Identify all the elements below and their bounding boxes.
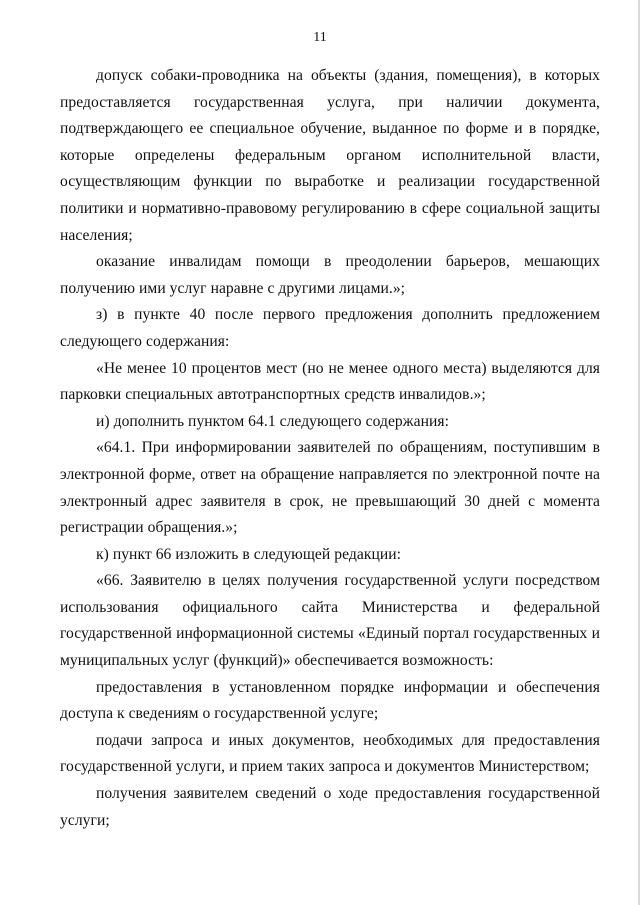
paragraph-item-i: и) дополнить пунктом 64.1 следующего содержания: [96,412,449,430]
paragraph-guide-dog-access: допуск собаки-проводника на объекты (здания, помещения), в которых предоставляется государственная услуга, при наличии документа, подтверждающего ее специальное обучение, выданное по форме и в порядке, которые определены федеральным органом исполнительной власти, осуществляющим функции по выработке и реализации государственной политики и нормативно-правовому регулированию в сфере социальной защиты населения; [60,67,600,244]
paragraph-request-submission: подачи запроса и иных документов, необходимых для предоставления государственной услуги, и прием таких запроса и документов Министерством; [60,731,600,776]
paragraph-parking-quote: «Не менее 10 процентов мест (но не менее одного места) выделяются для парковки специальных автотранспортных средств инвалидов.»; [60,359,600,404]
document-body [60,63,600,834]
paragraph-info-access: предоставления в установленном порядке информации и обеспечения доступа к сведениям о государственной услуге; [60,678,600,723]
paragraph-item-z: з) в пункте 40 после первого предложения дополнить предложением следующего содержания: [60,306,600,350]
page-number: 11 [313,30,327,45]
paragraph-64-1: «64.1. При информировании заявителей по обращениям, поступившим в электронной форме, ответ на обращение направляется по электронной почте на электронный адрес заявителя в срок, не превышающий 30 дней с момента регистрации обращения.»; [60,439,600,537]
paragraph-status-info: получения заявителем сведений о ходе предоставления государственной услуги; [60,785,600,829]
paragraph-assistance-to-disabled: оказание инвалидам помощи в преодолении барьеров, мешающих получению ими услуг наравне с другими лицами.»; [60,253,600,297]
paragraph-66: «66. Заявителю в целях получения государственной услуги посредством использования официального сайта Министерства и федеральной государственной информационной системы «Единый портал государственных и муниципальных услуг (функций)» обеспечивается возможность: [60,572,600,670]
paragraph-item-k: к) пункт 66 изложить в следующей редакции: [96,545,402,563]
